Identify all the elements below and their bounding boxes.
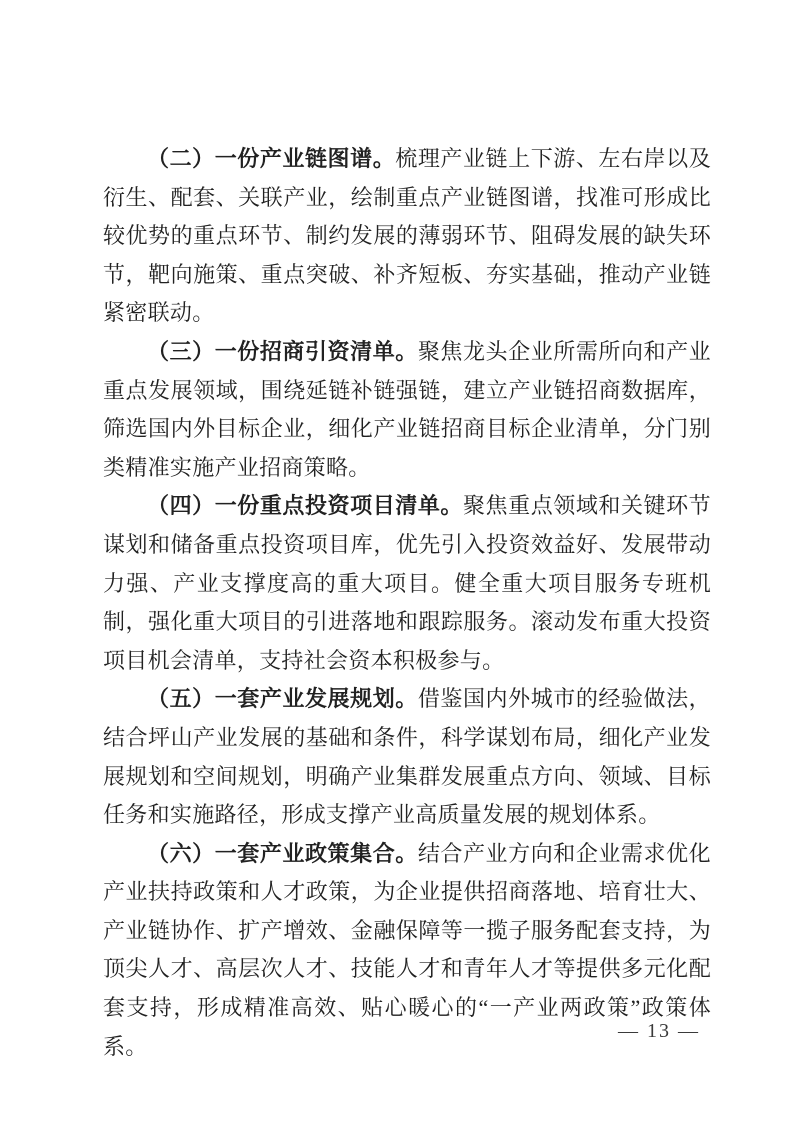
paragraph-4-lead: （四）一份重点投资项目清单。 bbox=[147, 493, 463, 519]
document-body bbox=[103, 140, 711, 1066]
paragraph-4 bbox=[103, 487, 711, 680]
paragraph-3 bbox=[103, 333, 711, 487]
paragraph-4-body: 聚焦重点领域和关键环节谋划和储备重点投资项目库，优先引入投资效益好、发展带动力强、产业支撑度高的重大项目。健全重大项目服务专班机制，强化重大项目的引进落地和跟踪服务。滚动发布重大投资项目机会清单，支持社会资本积极参与。 bbox=[103, 493, 711, 673]
paragraph-3-lead: （三）一份招商引资清单。 bbox=[147, 338, 418, 364]
paragraph-5-body: 借鉴国内外城市的经验做法，结合坪山产业发展的基础和条件，科学谋划布局，细化产业发展规划和空间规划，明确产业集群发展重点方向、领域、目标任务和实施路径，形成支撑产业高质量发展的规划体系。 bbox=[103, 686, 711, 828]
paragraph-2-lead: （二）一份产业链图谱。 bbox=[147, 146, 396, 171]
paragraph-2-body: 梳理产业链上下游、左右岸以及衍生、配套、关联产业，绘制重点产业链图谱，找准可形成比较优势的重点环节、制约发展的薄弱环节、阻碍发展的缺失环节，靶向施策、重点突破、补齐短板、夯实基础，推动产业链紧密联动。 bbox=[103, 146, 711, 326]
page-number: — 13 — bbox=[618, 1020, 700, 1042]
paragraph-6-lead: （六）一套产业政策集合。 bbox=[147, 840, 418, 866]
paragraph-2 bbox=[103, 140, 711, 333]
paragraph-6-body: 结合产业方向和企业需求优化产业扶持政策和人才政策，为企业提供招商落地、培育壮大、产业链协作、扩产增效、金融保障等一揽子服务配套支持，为顶尖人才、高层次人才、技能人才和青年人才等提供多元化配套支持，形成精准高效、贴心暖心的“一产业两政策”政策体系。 bbox=[103, 840, 711, 1059]
paragraph-5-lead: （五）一套产业发展规划。 bbox=[147, 686, 418, 712]
paragraph-3-body: 聚焦龙头企业所需所向和产业重点发展领域，围绕延链补链强链，建立产业链招商数据库，筛选国内外目标企业，细化产业链招商目标企业清单，分门别类精准实施产业招商策略。 bbox=[103, 338, 711, 480]
paragraph-5 bbox=[103, 680, 711, 834]
